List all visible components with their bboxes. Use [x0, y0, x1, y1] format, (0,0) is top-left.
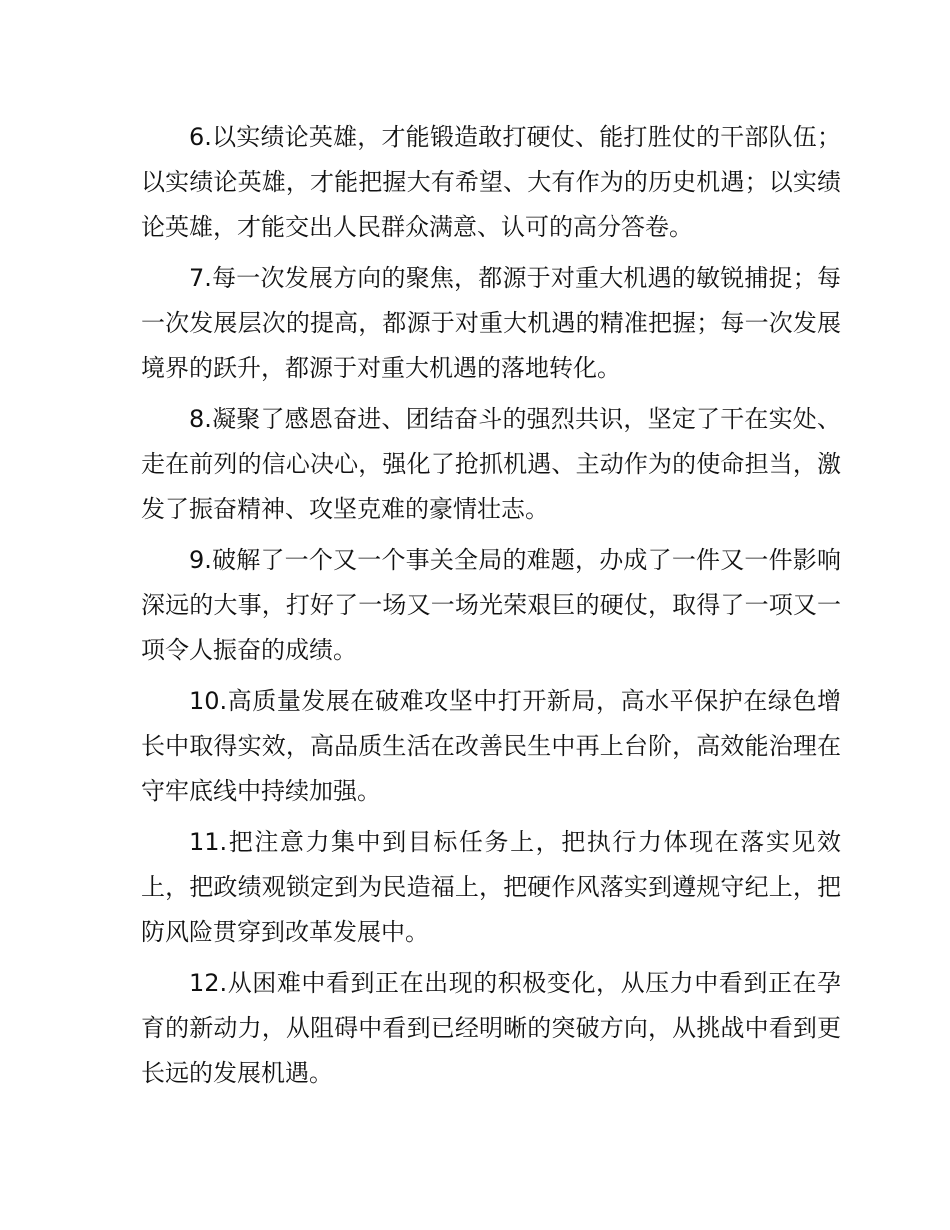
paragraph-12: 12.从困难中看到正在出现的积极变化，从压力中看到正在孕育的新动力，从阻碍中看到已经明晰的突破方向，从挑战中看到更长远的发展机遇。: [141, 969, 841, 1087]
paragraph-7: 7.每一次发展方向的聚焦，都源于对重大机遇的敏锐捕捉；每一次发展层次的提高，都源于对重大机遇的精准把握；每一次发展境界的跃升，都源于对重大机遇的落地转化。: [141, 264, 841, 382]
paragraph-10: 10.高质量发展在破难攻坚中打开新局，高水平保护在绿色增长中取得实效，高品质生活在改善民生中再上台阶，高效能治理在守牢底线中持续加强。: [141, 687, 841, 805]
paragraph-9: 9.破解了一个又一个事关全局的难题，办成了一件又一件影响深远的大事，打好了一场又一场光荣艰巨的硬仗，取得了一项又一项令人振奋的成绩。: [141, 546, 841, 664]
document-body: [141, 115, 841, 1096]
paragraph-8: 8.凝聚了感恩奋进、团结奋斗的强烈共识，坚定了干在实处、走在前列的信心决心，强化了抢抓机遇、主动作为的使命担当，激发了振奋精神、攻坚克难的豪情壮志。: [141, 405, 841, 523]
paragraph-6: 6.以实绩论英雄，才能锻造敢打硬仗、能打胜仗的干部队伍；以实绩论英雄，才能把握大有希望、大有作为的历史机遇；以实绩论英雄，才能交出人民群众满意、认可的高分答卷。: [141, 123, 841, 241]
paragraph-11: 11.把注意力集中到目标任务上，把执行力体现在落实见效上，把政绩观锁定到为民造福上，把硬作风落实到遵规守纪上，把防风险贯穿到改革发展中。: [141, 828, 841, 946]
